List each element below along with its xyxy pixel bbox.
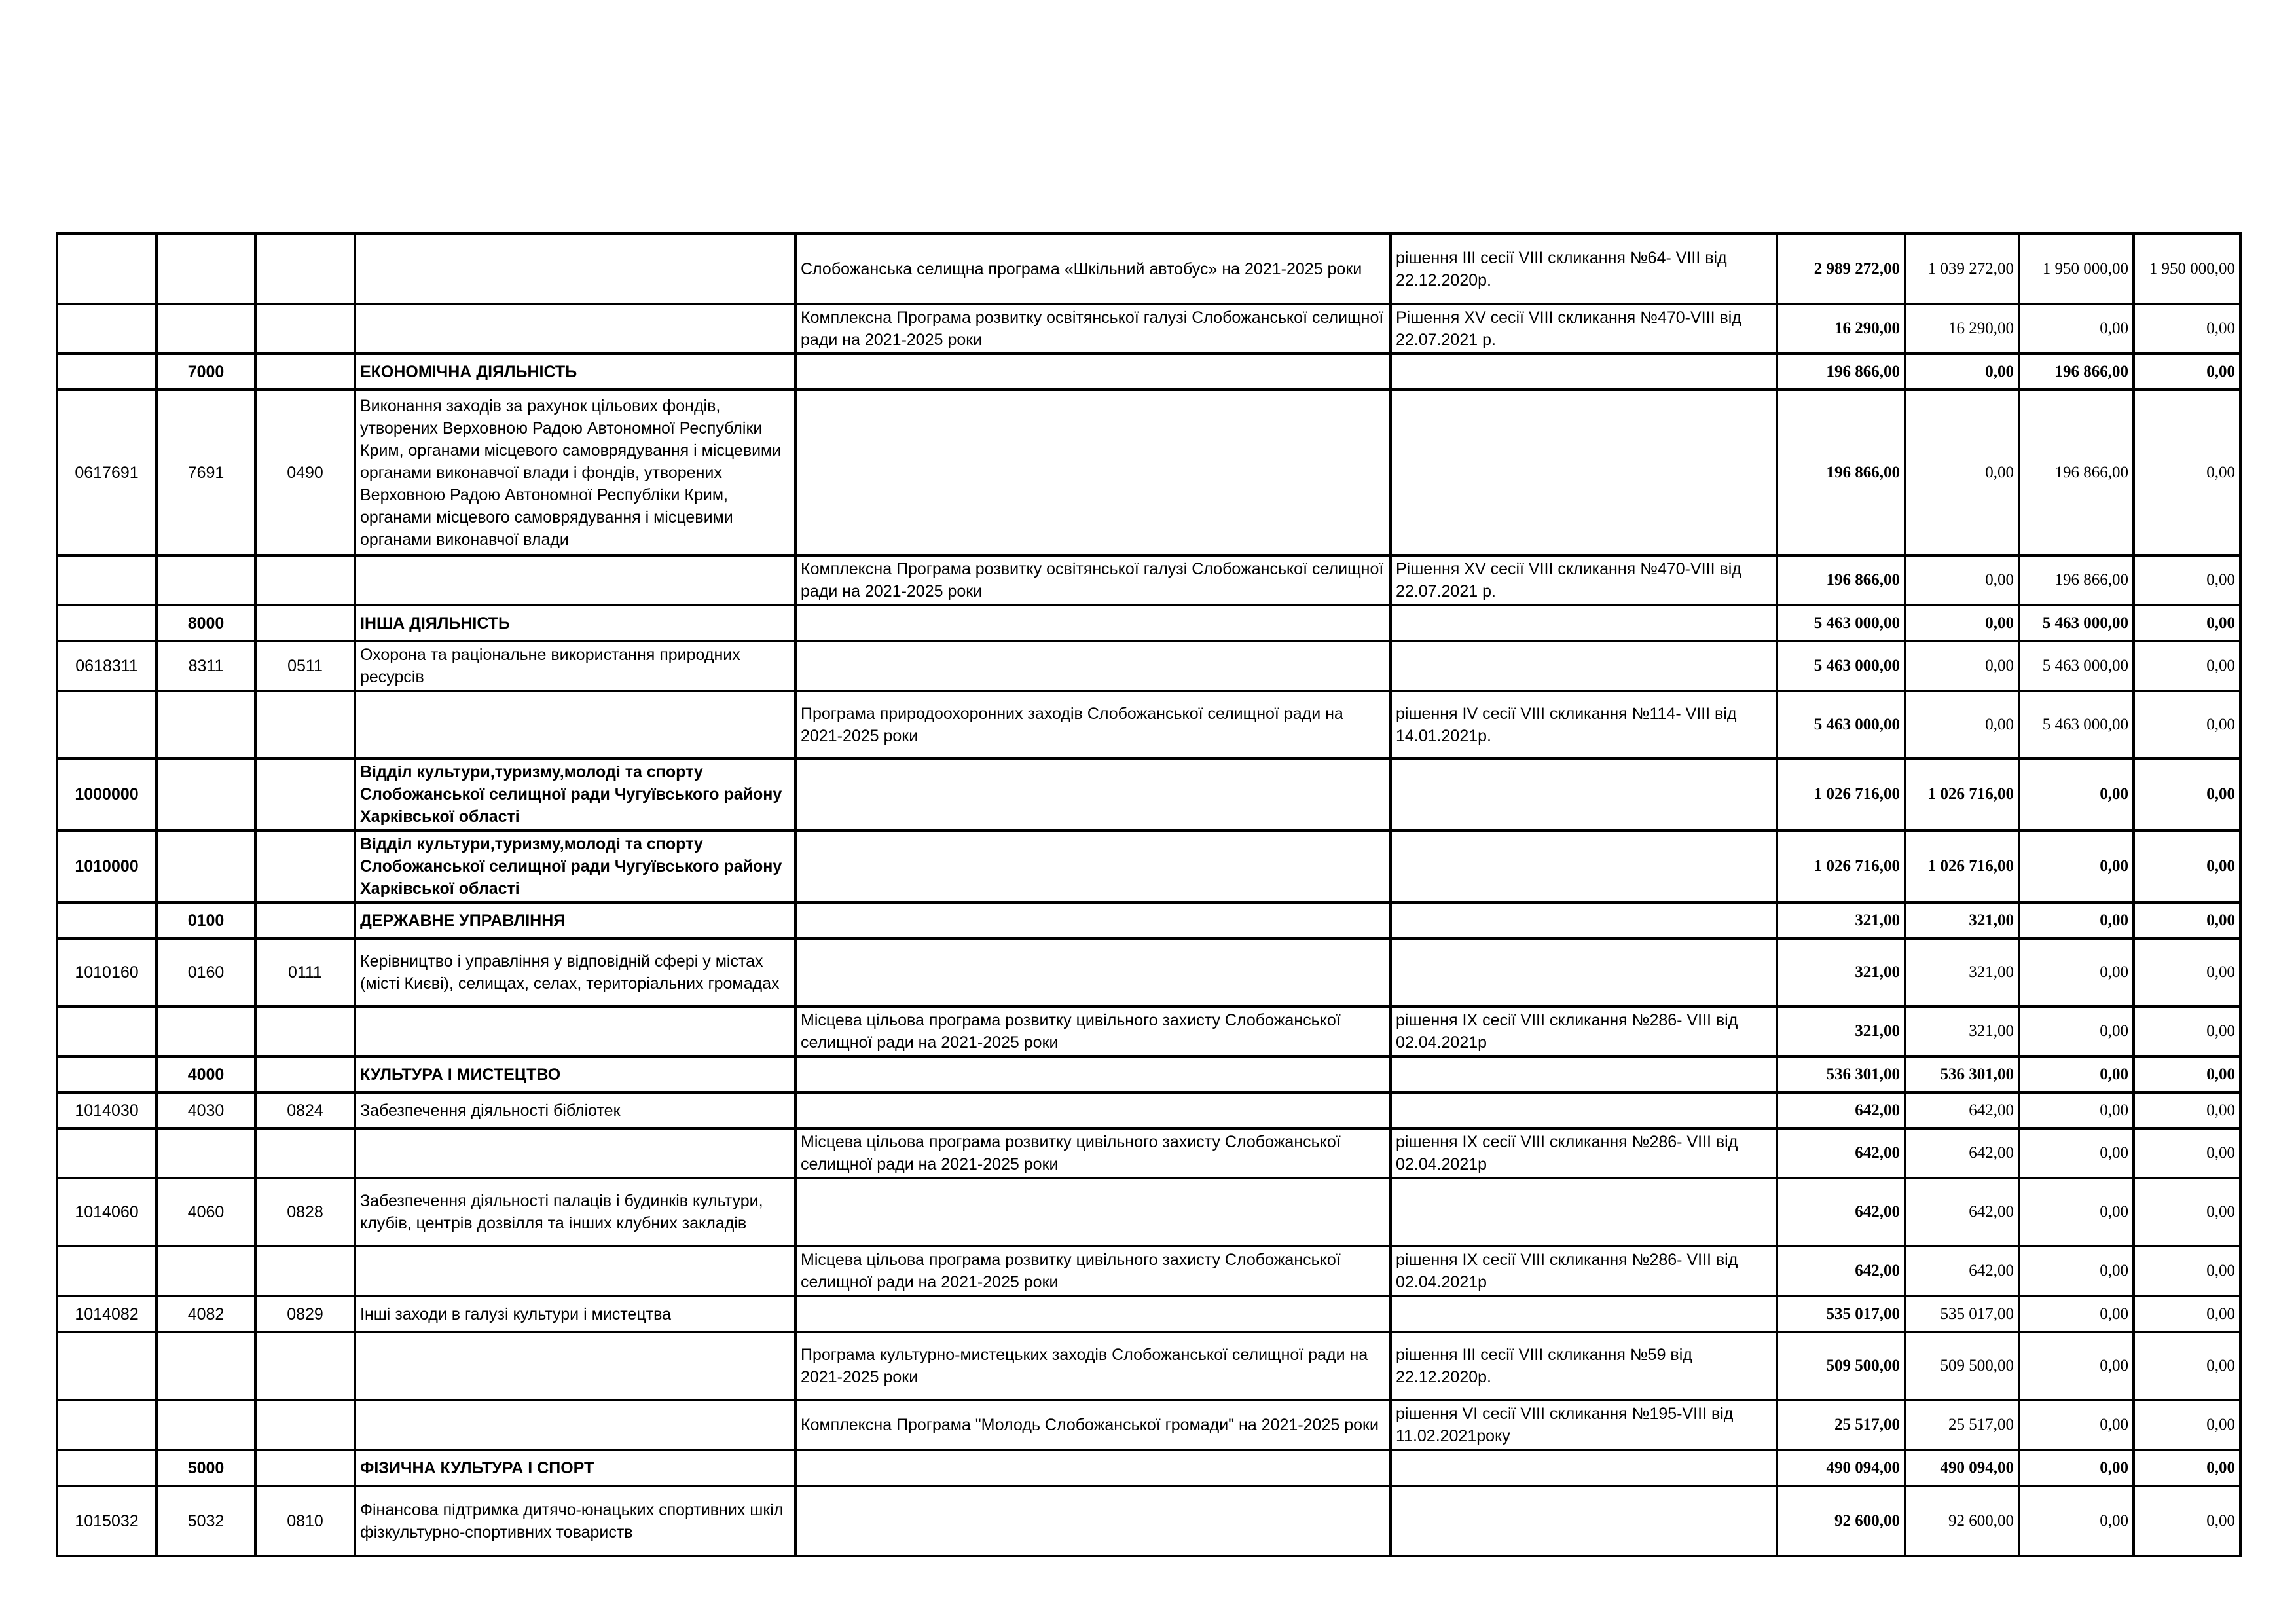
name-cell <box>355 1128 795 1178</box>
code-program-cell: 0618311 <box>57 641 156 691</box>
code-classifier-cell <box>255 830 355 902</box>
name-cell <box>355 691 795 758</box>
total-cell: 642,00 <box>1777 1246 1905 1296</box>
table-row <box>57 938 2240 1006</box>
general-fund-cell: 1 039 272,00 <box>1905 234 2019 304</box>
code-program-cell: 1010000 <box>57 830 156 902</box>
special-fund-cell: 0,00 <box>2019 1246 2134 1296</box>
decision-cell <box>1391 938 1777 1006</box>
table-body <box>57 234 2240 1556</box>
name-cell: Відділ культури,туризму,молоді та спорту Слобожанської селищної ради Чугуївського району Харківської області <box>355 758 795 830</box>
code-function-cell: 7000 <box>156 354 255 390</box>
total-cell: 642,00 <box>1777 1092 1905 1128</box>
name-cell <box>355 1006 795 1056</box>
decision-cell <box>1391 390 1777 555</box>
decision-cell <box>1391 758 1777 830</box>
program-cell: Слобожанська селищна програма «Шкільний автобус» на 2021-2025 роки <box>795 234 1391 304</box>
general-fund-cell: 0,00 <box>1905 605 2019 641</box>
development-budget-cell: 0,00 <box>2134 354 2240 390</box>
code-classifier-cell: 0828 <box>255 1178 355 1246</box>
decision-cell: Рішення XV сесії VIII скликання №470-VIII від 22.07.2021 р. <box>1391 555 1777 605</box>
code-function-cell <box>156 758 255 830</box>
decision-cell <box>1391 605 1777 641</box>
general-fund-cell: 0,00 <box>1905 354 2019 390</box>
total-cell: 642,00 <box>1777 1128 1905 1178</box>
development-budget-cell: 0,00 <box>2134 605 2240 641</box>
program-cell <box>795 938 1391 1006</box>
program-cell: Комплексна Програма розвитку освітянської галузі Слобожанської селищної ради на 2021-2025 роки <box>795 304 1391 354</box>
code-program-cell <box>57 605 156 641</box>
special-fund-cell: 0,00 <box>2019 902 2134 938</box>
code-classifier-cell <box>255 758 355 830</box>
program-cell <box>795 1092 1391 1128</box>
code-program-cell <box>57 1400 156 1450</box>
general-fund-cell: 509 500,00 <box>1905 1332 2019 1400</box>
code-classifier-cell: 0511 <box>255 641 355 691</box>
code-classifier-cell <box>255 1246 355 1296</box>
code-classifier-cell <box>255 555 355 605</box>
special-fund-cell: 5 463 000,00 <box>2019 641 2134 691</box>
code-function-cell: 8000 <box>156 605 255 641</box>
code-program-cell: 1014030 <box>57 1092 156 1128</box>
code-program-cell: 1015032 <box>57 1486 156 1556</box>
special-fund-cell: 0,00 <box>2019 1296 2134 1332</box>
development-budget-cell: 0,00 <box>2134 1332 2240 1400</box>
total-cell: 321,00 <box>1777 902 1905 938</box>
program-cell: Місцева цільова програма розвитку цивільного захисту Слобожанської селищної ради на 2021-2025 роки <box>795 1128 1391 1178</box>
name-cell: Фінансова підтримка дитячо-юнацьких спортивних шкіл фізкультурно-спортивних товариств <box>355 1486 795 1556</box>
general-fund-cell: 490 094,00 <box>1905 1450 2019 1486</box>
name-cell: Керівництво і управління у відповідній сфері у містах (місті Києві), селищах, селах, територіальних громадах <box>355 938 795 1006</box>
program-cell <box>795 390 1391 555</box>
general-fund-cell: 642,00 <box>1905 1246 2019 1296</box>
special-fund-cell: 0,00 <box>2019 1400 2134 1450</box>
total-cell: 196 866,00 <box>1777 555 1905 605</box>
code-function-cell: 5000 <box>156 1450 255 1486</box>
code-function-cell <box>156 1332 255 1400</box>
name-cell: Виконання заходів за рахунок цільових фондів, утворених Верховною Радою Автономної Республіки Крим, органами місцевого самоврядування і місцевими органами виконавчої влади і фондів, утворених Верховною Радою Автономної Республіки Крим, органами місцевого самоврядування і місцевими органами виконавчої влади <box>355 390 795 555</box>
table-row <box>57 1056 2240 1092</box>
code-program-cell <box>57 1128 156 1178</box>
development-budget-cell: 0,00 <box>2134 938 2240 1006</box>
program-cell: Програма культурно-мистецьких заходів Слобожанської селищної ради на 2021-2025 роки <box>795 1332 1391 1400</box>
code-classifier-cell <box>255 1450 355 1486</box>
development-budget-cell: 0,00 <box>2134 1178 2240 1246</box>
code-program-cell <box>57 1450 156 1486</box>
total-cell: 92 600,00 <box>1777 1486 1905 1556</box>
decision-cell: рішення ІІІ сесії VІІІ скликання №59 від 22.12.2020р. <box>1391 1332 1777 1400</box>
name-cell: КУЛЬТУРА І МИСТЕЦТВО <box>355 1056 795 1092</box>
table-row <box>57 390 2240 555</box>
name-cell: ФIЗИЧНА КУЛЬТУРА I СПОРТ <box>355 1450 795 1486</box>
decision-cell <box>1391 830 1777 902</box>
code-function-cell <box>156 1246 255 1296</box>
decision-cell <box>1391 902 1777 938</box>
special-fund-cell: 0,00 <box>2019 1450 2134 1486</box>
total-cell: 196 866,00 <box>1777 354 1905 390</box>
decision-cell: рішення ІІІ сесії VІІІ скликання №64- VІІІ від 22.12.2020р. <box>1391 234 1777 304</box>
code-classifier-cell <box>255 1400 355 1450</box>
general-fund-cell: 642,00 <box>1905 1178 2019 1246</box>
total-cell: 25 517,00 <box>1777 1400 1905 1450</box>
total-cell: 490 094,00 <box>1777 1450 1905 1486</box>
name-cell: ІНША ДІЯЛЬНІСТЬ <box>355 605 795 641</box>
program-cell: Місцева цільова програма розвитку цивільного захисту Слобожанської селищної ради на 2021-2025 роки <box>795 1006 1391 1056</box>
code-function-cell: 5032 <box>156 1486 255 1556</box>
code-program-cell <box>57 304 156 354</box>
development-budget-cell: 0,00 <box>2134 304 2240 354</box>
code-program-cell <box>57 1332 156 1400</box>
decision-cell <box>1391 354 1777 390</box>
name-cell: Забезпечення діяльності палаців i будинків культури, клубів, центрів дозвілля та iнших клубних закладів <box>355 1178 795 1246</box>
total-cell: 5 463 000,00 <box>1777 605 1905 641</box>
name-cell <box>355 1400 795 1450</box>
decision-cell: рішення ІХ сесії VІІІ скликання №286- VІІІ від 02.04.2021р <box>1391 1128 1777 1178</box>
development-budget-cell: 0,00 <box>2134 641 2240 691</box>
program-cell <box>795 1486 1391 1556</box>
special-fund-cell: 196 866,00 <box>2019 390 2134 555</box>
code-program-cell <box>57 1056 156 1092</box>
development-budget-cell: 0,00 <box>2134 555 2240 605</box>
code-classifier-cell: 0111 <box>255 938 355 1006</box>
general-fund-cell: 0,00 <box>1905 641 2019 691</box>
decision-cell <box>1391 1296 1777 1332</box>
code-classifier-cell: 0829 <box>255 1296 355 1332</box>
special-fund-cell: 5 463 000,00 <box>2019 605 2134 641</box>
name-cell: Відділ культури,туризму,молоді та спорту Слобожанської селищної ради Чугуївського району Харківської області <box>355 830 795 902</box>
code-program-cell <box>57 691 156 758</box>
special-fund-cell: 0,00 <box>2019 1092 2134 1128</box>
decision-cell: рішення ІV сесії VІІІ скликання №114- VІІІ від 14.01.2021р. <box>1391 691 1777 758</box>
decision-cell: рішення VІ сесії VІІІ скликання №195-VІІІ від 11.02.2021року <box>1391 1400 1777 1450</box>
code-program-cell: 1014060 <box>57 1178 156 1246</box>
code-classifier-cell <box>255 1006 355 1056</box>
program-cell <box>795 354 1391 390</box>
special-fund-cell: 0,00 <box>2019 1332 2134 1400</box>
special-fund-cell: 0,00 <box>2019 1178 2134 1246</box>
table-row <box>57 1450 2240 1486</box>
development-budget-cell: 0,00 <box>2134 1296 2240 1332</box>
special-fund-cell: 0,00 <box>2019 1006 2134 1056</box>
special-fund-cell: 0,00 <box>2019 830 2134 902</box>
development-budget-cell: 0,00 <box>2134 1246 2240 1296</box>
general-fund-cell: 25 517,00 <box>1905 1400 2019 1450</box>
general-fund-cell: 16 290,00 <box>1905 304 2019 354</box>
development-budget-cell: 0,00 <box>2134 830 2240 902</box>
development-budget-cell: 0,00 <box>2134 1450 2240 1486</box>
table-row <box>57 1486 2240 1556</box>
code-classifier-cell <box>255 234 355 304</box>
development-budget-cell: 0,00 <box>2134 1400 2240 1450</box>
code-function-cell: 4082 <box>156 1296 255 1332</box>
code-classifier-cell <box>255 605 355 641</box>
special-fund-cell: 196 866,00 <box>2019 555 2134 605</box>
general-fund-cell: 642,00 <box>1905 1092 2019 1128</box>
total-cell: 536 301,00 <box>1777 1056 1905 1092</box>
general-fund-cell: 321,00 <box>1905 938 2019 1006</box>
general-fund-cell: 535 017,00 <box>1905 1296 2019 1332</box>
table-row <box>57 234 2240 304</box>
development-budget-cell: 1 950 000,00 <box>2134 234 2240 304</box>
code-classifier-cell <box>255 902 355 938</box>
table-row <box>57 902 2240 938</box>
table-row <box>57 758 2240 830</box>
code-function-cell <box>156 1006 255 1056</box>
table-row <box>57 641 2240 691</box>
total-cell: 642,00 <box>1777 1178 1905 1246</box>
total-cell: 1 026 716,00 <box>1777 758 1905 830</box>
code-classifier-cell <box>255 1332 355 1400</box>
name-cell: ДЕРЖАВНЕ УПРАВЛІННЯ <box>355 902 795 938</box>
program-cell <box>795 641 1391 691</box>
total-cell: 5 463 000,00 <box>1777 691 1905 758</box>
code-program-cell <box>57 234 156 304</box>
name-cell <box>355 234 795 304</box>
table-row <box>57 1332 2240 1400</box>
program-cell <box>795 758 1391 830</box>
name-cell <box>355 1246 795 1296</box>
special-fund-cell: 0,00 <box>2019 1056 2134 1092</box>
name-cell: ЕКОНОМІЧНА ДІЯЛЬНІСТЬ <box>355 354 795 390</box>
code-program-cell <box>57 354 156 390</box>
table-row <box>57 555 2240 605</box>
program-cell <box>795 830 1391 902</box>
development-budget-cell: 0,00 <box>2134 1006 2240 1056</box>
code-program-cell <box>57 555 156 605</box>
development-budget-cell: 0,00 <box>2134 1128 2240 1178</box>
table-row <box>57 830 2240 902</box>
code-classifier-cell: 0490 <box>255 390 355 555</box>
table-row <box>57 354 2240 390</box>
table-row <box>57 304 2240 354</box>
code-program-cell <box>57 1246 156 1296</box>
development-budget-cell: 0,00 <box>2134 390 2240 555</box>
general-fund-cell: 0,00 <box>1905 390 2019 555</box>
code-classifier-cell: 0824 <box>255 1092 355 1128</box>
name-cell <box>355 304 795 354</box>
development-budget-cell: 0,00 <box>2134 902 2240 938</box>
special-fund-cell: 196 866,00 <box>2019 354 2134 390</box>
general-fund-cell: 321,00 <box>1905 902 2019 938</box>
table-row <box>57 1246 2240 1296</box>
development-budget-cell: 0,00 <box>2134 1092 2240 1128</box>
total-cell: 196 866,00 <box>1777 390 1905 555</box>
decision-cell <box>1391 1092 1777 1128</box>
code-function-cell: 8311 <box>156 641 255 691</box>
program-cell: Програма природоохоронних заходів Слобожанської селищної ради на 2021-2025 роки <box>795 691 1391 758</box>
general-fund-cell: 642,00 <box>1905 1128 2019 1178</box>
code-function-cell: 4030 <box>156 1092 255 1128</box>
decision-cell <box>1391 641 1777 691</box>
development-budget-cell: 0,00 <box>2134 1486 2240 1556</box>
special-fund-cell: 0,00 <box>2019 304 2134 354</box>
table-row <box>57 1006 2240 1056</box>
name-cell: Охорона та раціональне використання природних ресурсів <box>355 641 795 691</box>
code-program-cell <box>57 1006 156 1056</box>
decision-cell <box>1391 1178 1777 1246</box>
code-function-cell: 4060 <box>156 1178 255 1246</box>
code-classifier-cell <box>255 691 355 758</box>
name-cell: Забезпечення діяльності бібліотек <box>355 1092 795 1128</box>
code-function-cell <box>156 1400 255 1450</box>
program-cell <box>795 1296 1391 1332</box>
program-cell: Місцева цільова програма розвитку цивільного захисту Слобожанської селищної ради на 2021-2025 роки <box>795 1246 1391 1296</box>
program-cell: Комплексна Програма розвитку освітянської галузі Слобожанської селищної ради на 2021-2025 роки <box>795 555 1391 605</box>
development-budget-cell: 0,00 <box>2134 691 2240 758</box>
program-cell <box>795 902 1391 938</box>
code-program-cell: 1010160 <box>57 938 156 1006</box>
code-function-cell: 7691 <box>156 390 255 555</box>
total-cell: 509 500,00 <box>1777 1332 1905 1400</box>
budget-table <box>56 232 2242 1557</box>
program-cell <box>795 1178 1391 1246</box>
table-row <box>57 1178 2240 1246</box>
table-row <box>57 691 2240 758</box>
general-fund-cell: 321,00 <box>1905 1006 2019 1056</box>
program-cell <box>795 1450 1391 1486</box>
code-program-cell <box>57 902 156 938</box>
decision-cell: рішення ІХ сесії VІІІ скликання №286- VІІІ від 02.04.2021р <box>1391 1006 1777 1056</box>
general-fund-cell: 0,00 <box>1905 691 2019 758</box>
general-fund-cell: 0,00 <box>1905 555 2019 605</box>
special-fund-cell: 5 463 000,00 <box>2019 691 2134 758</box>
code-function-cell <box>156 691 255 758</box>
total-cell: 321,00 <box>1777 1006 1905 1056</box>
development-budget-cell: 0,00 <box>2134 1056 2240 1092</box>
code-program-cell: 1000000 <box>57 758 156 830</box>
special-fund-cell: 1 950 000,00 <box>2019 234 2134 304</box>
code-function-cell: 0160 <box>156 938 255 1006</box>
code-function-cell <box>156 555 255 605</box>
total-cell: 2 989 272,00 <box>1777 234 1905 304</box>
name-cell <box>355 555 795 605</box>
program-cell: Комплексна Програма "Молодь Слобожанської громади" на 2021-2025 роки <box>795 1400 1391 1450</box>
general-fund-cell: 1 026 716,00 <box>1905 830 2019 902</box>
table-row <box>57 1296 2240 1332</box>
table-row <box>57 1400 2240 1450</box>
code-function-cell <box>156 304 255 354</box>
table-row <box>57 605 2240 641</box>
name-cell: Інші заходи в галузі культури і мистецтва <box>355 1296 795 1332</box>
code-classifier-cell <box>255 354 355 390</box>
code-classifier-cell: 0810 <box>255 1486 355 1556</box>
program-cell <box>795 1056 1391 1092</box>
total-cell: 1 026 716,00 <box>1777 830 1905 902</box>
special-fund-cell: 0,00 <box>2019 938 2134 1006</box>
program-cell <box>795 605 1391 641</box>
decision-cell <box>1391 1486 1777 1556</box>
code-program-cell: 1014082 <box>57 1296 156 1332</box>
general-fund-cell: 1 026 716,00 <box>1905 758 2019 830</box>
code-function-cell <box>156 830 255 902</box>
general-fund-cell: 536 301,00 <box>1905 1056 2019 1092</box>
decision-cell <box>1391 1450 1777 1486</box>
name-cell <box>355 1332 795 1400</box>
code-function-cell: 4000 <box>156 1056 255 1092</box>
code-classifier-cell <box>255 304 355 354</box>
decision-cell: рішення ІХ сесії VІІІ скликання №286- VІІІ від 02.04.2021р <box>1391 1246 1777 1296</box>
special-fund-cell: 0,00 <box>2019 758 2134 830</box>
total-cell: 5 463 000,00 <box>1777 641 1905 691</box>
total-cell: 535 017,00 <box>1777 1296 1905 1332</box>
development-budget-cell: 0,00 <box>2134 758 2240 830</box>
code-function-cell: 0100 <box>156 902 255 938</box>
code-function-cell <box>156 1128 255 1178</box>
total-cell: 16 290,00 <box>1777 304 1905 354</box>
decision-cell: Рішення XV сесії VIII скликання №470-VIII від 22.07.2021 р. <box>1391 304 1777 354</box>
code-function-cell <box>156 234 255 304</box>
special-fund-cell: 0,00 <box>2019 1486 2134 1556</box>
table-row <box>57 1128 2240 1178</box>
table-row <box>57 1092 2240 1128</box>
code-classifier-cell <box>255 1128 355 1178</box>
code-program-cell: 0617691 <box>57 390 156 555</box>
code-classifier-cell <box>255 1056 355 1092</box>
general-fund-cell: 92 600,00 <box>1905 1486 2019 1556</box>
total-cell: 321,00 <box>1777 938 1905 1006</box>
special-fund-cell: 0,00 <box>2019 1128 2134 1178</box>
decision-cell <box>1391 1056 1777 1092</box>
